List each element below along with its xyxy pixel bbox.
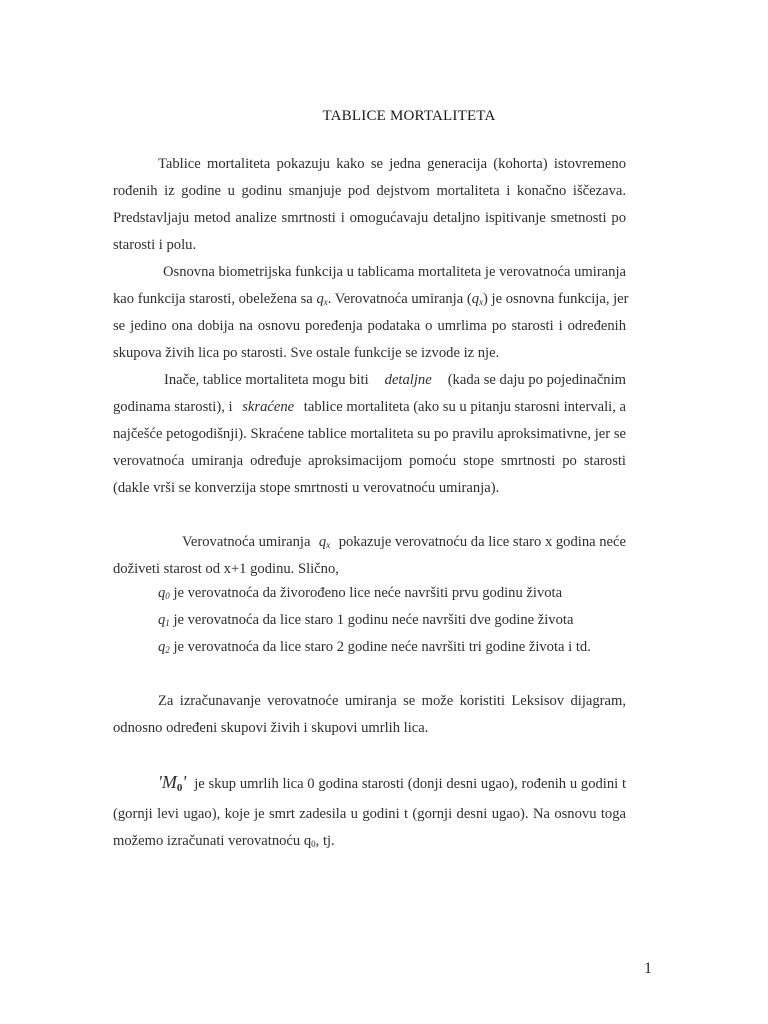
paragraph-line: (gornji levi ugao), koje je smrt zadesila u godini t (gornji desni ugao). Na osnovu toga (113, 806, 626, 822)
page-title: TABLICE MORTALITETA (322, 108, 496, 124)
paragraph-line (113, 398, 626, 416)
symbol-q: q (158, 639, 166, 655)
text-span: je skup umrlih lica 0 godina starosti (donji desni ugao), rođenih u godini t (194, 776, 626, 792)
paragraph-line: Za izračunavanje verovatnoće umiranja se može koristiti Leksisov dijagram, (158, 693, 626, 709)
symbol-subscript: x (323, 297, 328, 307)
text-span: pokazuje verovatnoću da lice staro x godina neće (338, 534, 626, 550)
text-span: Inače, tablice mortaliteta mogu biti (164, 372, 369, 388)
paragraph-line: doživeti starost od x+1 godinu. Slično, (113, 561, 339, 577)
paragraph-line (182, 533, 626, 554)
paragraph-line (164, 371, 626, 389)
paragraph-line: (dakle vrši se konverzija stope smrtnosti u verovatnoću umiranja). (113, 480, 500, 496)
list-item (158, 638, 591, 659)
text-span: tablice mortaliteta (ako su u pitanju starosni intervali, a (303, 399, 626, 415)
symbol-subscript: x (326, 540, 331, 550)
symbol-subscript: x (479, 297, 484, 307)
paragraph-line: verovatnoća umiranja određuje aproksimacijom pomoću stope smrtnosti po starosti (113, 453, 626, 469)
paragraph-line: odnosno određeni skupovi živih i skupovi umrlih lica. (113, 720, 429, 736)
symbol-q: q (158, 585, 166, 601)
symbol-q: q (158, 612, 166, 628)
emphasis-detaljne: detaljne (384, 372, 432, 388)
paragraph-line: Tablice mortaliteta pokazuju kako se jedna generacija (kohorta) istovremeno (158, 156, 626, 172)
text-span: kao funkcija starosti, obeležena sa (113, 291, 313, 307)
symbol-m0: 'M0' (158, 772, 187, 794)
paragraph-line (113, 832, 335, 853)
symbol-subscript: 2 (165, 645, 170, 655)
paragraph-line: Predstavljaju metod analize smrtnosti i omogućavaju detaljno ispitivanje smetnosti po (113, 210, 626, 226)
symbol-subscript: 0 (311, 839, 316, 849)
list-item-text: je verovatnoća da lice staro 1 godinu neće navršiti dve godine života (173, 612, 574, 628)
text-span: ) je osnovna funkcija, jer (483, 291, 629, 307)
paragraph-line: skupova živih lica po starosti. Sve ostale funkcije se izvode iz nje. (113, 345, 500, 361)
paragraph-line: se jedino ona dobija na osnovu poređenja podataka o umrlima po starosti i određenih (113, 318, 626, 334)
symbol-q: q (471, 291, 480, 307)
text-span: , tj. (315, 833, 335, 849)
text-span: (kada se daju po pojedinačnim (447, 372, 626, 388)
paragraph-line (113, 290, 629, 311)
page-number: 1 (644, 960, 652, 977)
paragraph-line: Osnovna biometrijska funkcija u tablicama mortaliteta je verovatnoća umiranja (163, 264, 626, 280)
emphasis-skracene: skraćene (242, 399, 295, 415)
text-span: možemo izračunati verovatnoću q (113, 833, 312, 849)
list-item-text: je verovatnoća da lice staro 2 godine neće navršiti tri godine života i td. (173, 639, 591, 655)
list-item-text: je verovatnoća da živorođeno lice neće navršiti prvu godinu života (173, 585, 563, 601)
symbol-q: q (318, 534, 327, 550)
paragraph-line: rođenih iz godine u godinu smanjuje pod dejstvom mortaliteta i konačno iščezava. (113, 183, 626, 199)
symbol-q: q (316, 291, 324, 307)
text-span: godinama starosti), i (113, 399, 233, 415)
list-item (158, 584, 562, 605)
list-item (158, 611, 573, 632)
paragraph-line: najčešće petogodišnji). Skraćene tablice mortaliteta su po pravilu aproksimativne, jer se (113, 426, 626, 442)
paragraph-line (158, 773, 626, 797)
symbol-subscript: 1 (165, 618, 170, 628)
text-span: . Verovatnoća umiranja ( (327, 291, 472, 307)
symbol-subscript: 0 (165, 591, 170, 601)
paragraph-line: starosti i polu. (113, 237, 197, 253)
text-span: Verovatnoća umiranja (182, 534, 311, 550)
